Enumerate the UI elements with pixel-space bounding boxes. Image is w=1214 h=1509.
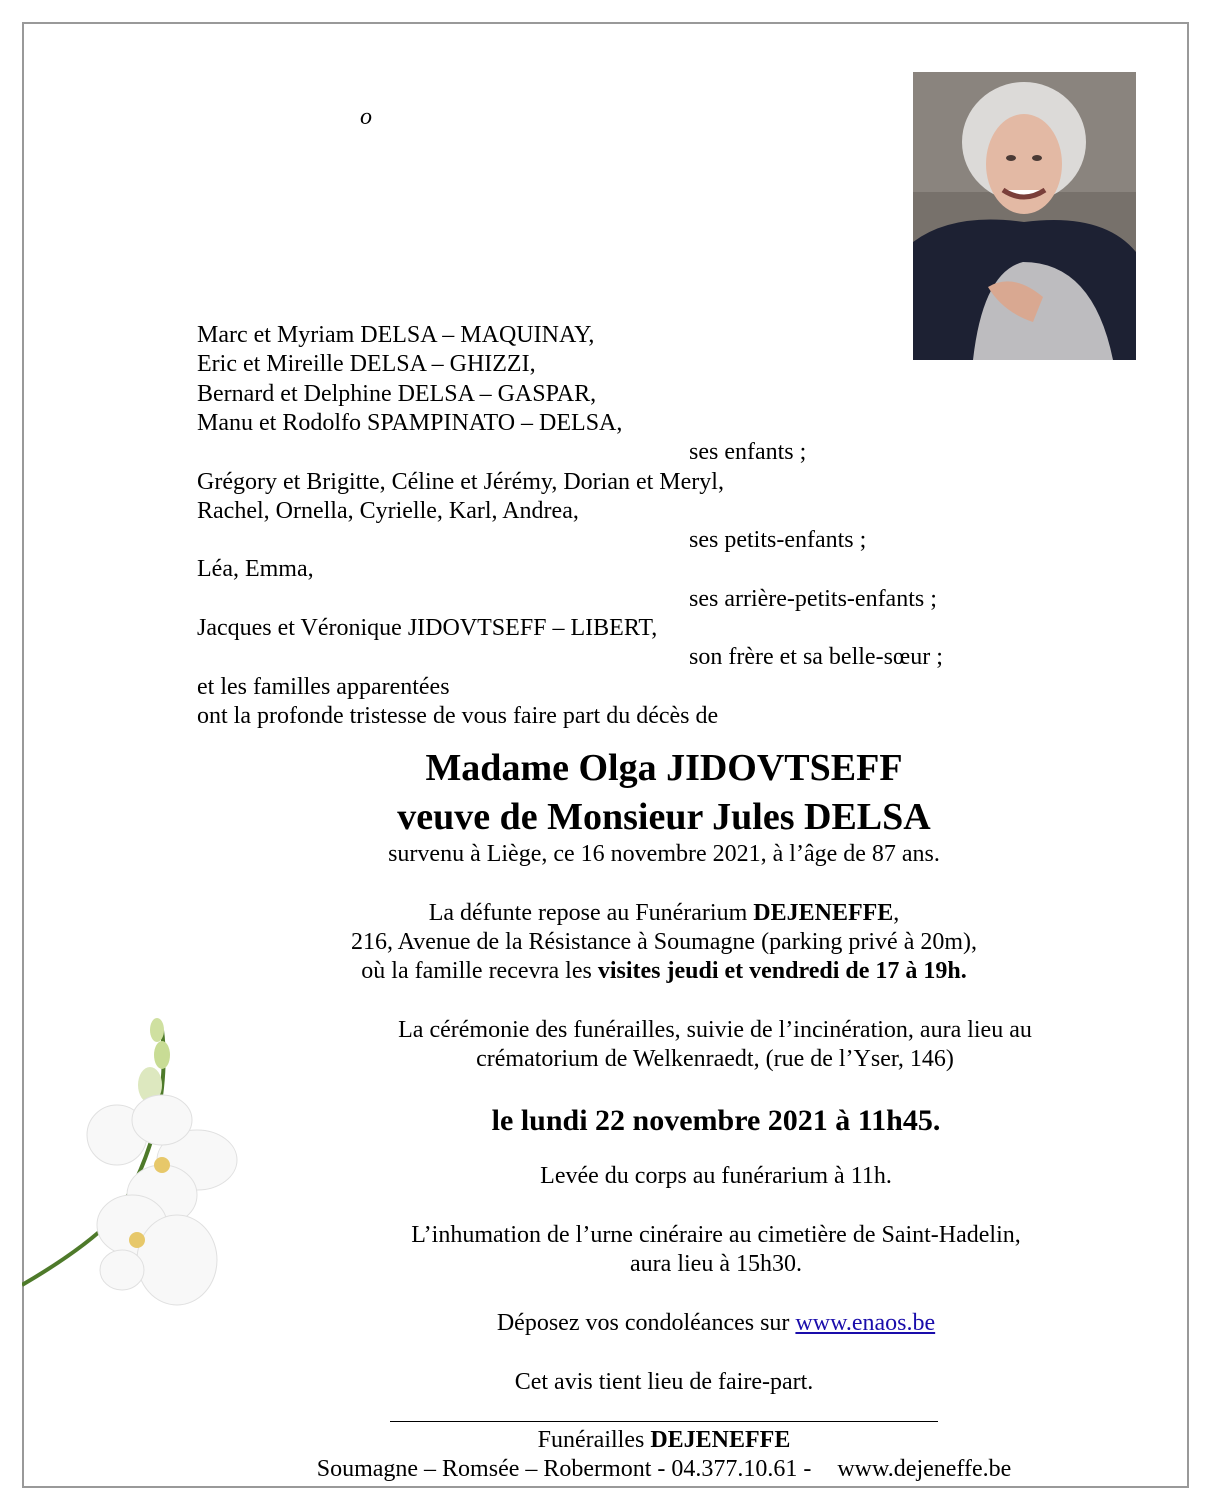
family-line: Eric et Mireille DELSA – GHIZZI, <box>197 351 536 378</box>
family-line: ont la profonde tristesse de vous faire part du décès de <box>197 702 719 729</box>
ceremony-line-2: crématorium de Welkenraedt, (rue de l’Yser, 146) <box>476 1046 954 1072</box>
portrait-photo <box>913 72 1136 360</box>
ceremony-line-1: La cérémonie des funérailles, suivie de l’incinération, aura lieu au <box>398 1017 1032 1043</box>
family-line: Manu et Rodolfo SPAMPINATO – DELSA, <box>197 409 623 436</box>
condolences <box>497 1309 935 1338</box>
footer-text: Funérailles <box>537 1427 651 1453</box>
family-line: Léa, Emma, <box>197 556 314 583</box>
notice-text: Cet avis tient lieu de faire-part. <box>514 1369 814 1395</box>
repose-line-2: 216, Avenue de la Résistance à Soumagne (parking privé à 20m), <box>350 929 978 955</box>
footer-line-2 <box>317 1455 1012 1484</box>
repose-line-3 <box>361 957 966 986</box>
header-mark: o <box>360 104 372 130</box>
visit-hours: visites jeudi et vendredi de 17 à 19h. <box>597 958 967 984</box>
family-line: Grégory et Brigitte, Céline et Jérémy, Dorian et Meryl, <box>197 468 724 495</box>
relation-label: ses enfants ; <box>689 439 807 466</box>
footer-brand: DEJENEFFE <box>650 1427 791 1453</box>
footer-divider <box>390 1421 938 1422</box>
family-line: Rachel, Ornella, Cyrielle, Karl, Andrea, <box>197 497 579 524</box>
repose-text: La défunte repose au Funérarium <box>428 900 754 926</box>
orchid-flower-icon <box>22 1010 252 1310</box>
condolences-link[interactable]: www.enaos.be <box>795 1310 936 1336</box>
condolences-text: Déposez vos condoléances sur <box>496 1310 796 1336</box>
family-line: Marc et Myriam DELSA – MAQUINAY, <box>197 322 595 348</box>
repose-line-1 <box>429 899 900 928</box>
deceased-name: Madame Olga JIDOVTSEFF <box>425 747 903 789</box>
relation-label: son frère et sa belle-sœur ; <box>689 644 943 671</box>
relation-label: ses arrière-petits-enfants ; <box>689 585 937 612</box>
inhumation-line-1: L’inhumation de l’urne cinéraire au cimetière de Saint-Hadelin, <box>411 1222 1021 1248</box>
family-line: Jacques et Véronique JIDOVTSEFF – LIBERT, <box>197 615 658 641</box>
repose-text: où la famille recevra les <box>361 958 598 984</box>
funeral-home-name: DEJENEFFE <box>753 900 894 926</box>
levee-text: Levée du corps au funérarium à 11h. <box>540 1163 892 1189</box>
deceased-widow-of: veuve de Monsieur Jules DELSA <box>397 796 931 838</box>
repose-punct: , <box>893 900 900 926</box>
relation-label: ses petits-enfants ; <box>689 527 867 554</box>
ceremony-date: le lundi 22 novembre 2021 à 11h45. <box>491 1104 941 1137</box>
inhumation-line-2: aura lieu à 15h30. <box>630 1251 802 1277</box>
family-line: et les familles apparentées <box>197 673 450 700</box>
footer-contact: Soumagne – Romsée – Robermont - 04.377.10.61 - <box>316 1456 812 1482</box>
deceased-details: survenu à Liège, ce 16 novembre 2021, à l’âge de 87 ans. <box>388 841 940 867</box>
footer-line-1 <box>538 1426 791 1455</box>
family-line: Bernard et Delphine DELSA – GASPAR, <box>197 380 597 407</box>
footer-website: www.dejeneffe.be <box>837 1456 1012 1482</box>
